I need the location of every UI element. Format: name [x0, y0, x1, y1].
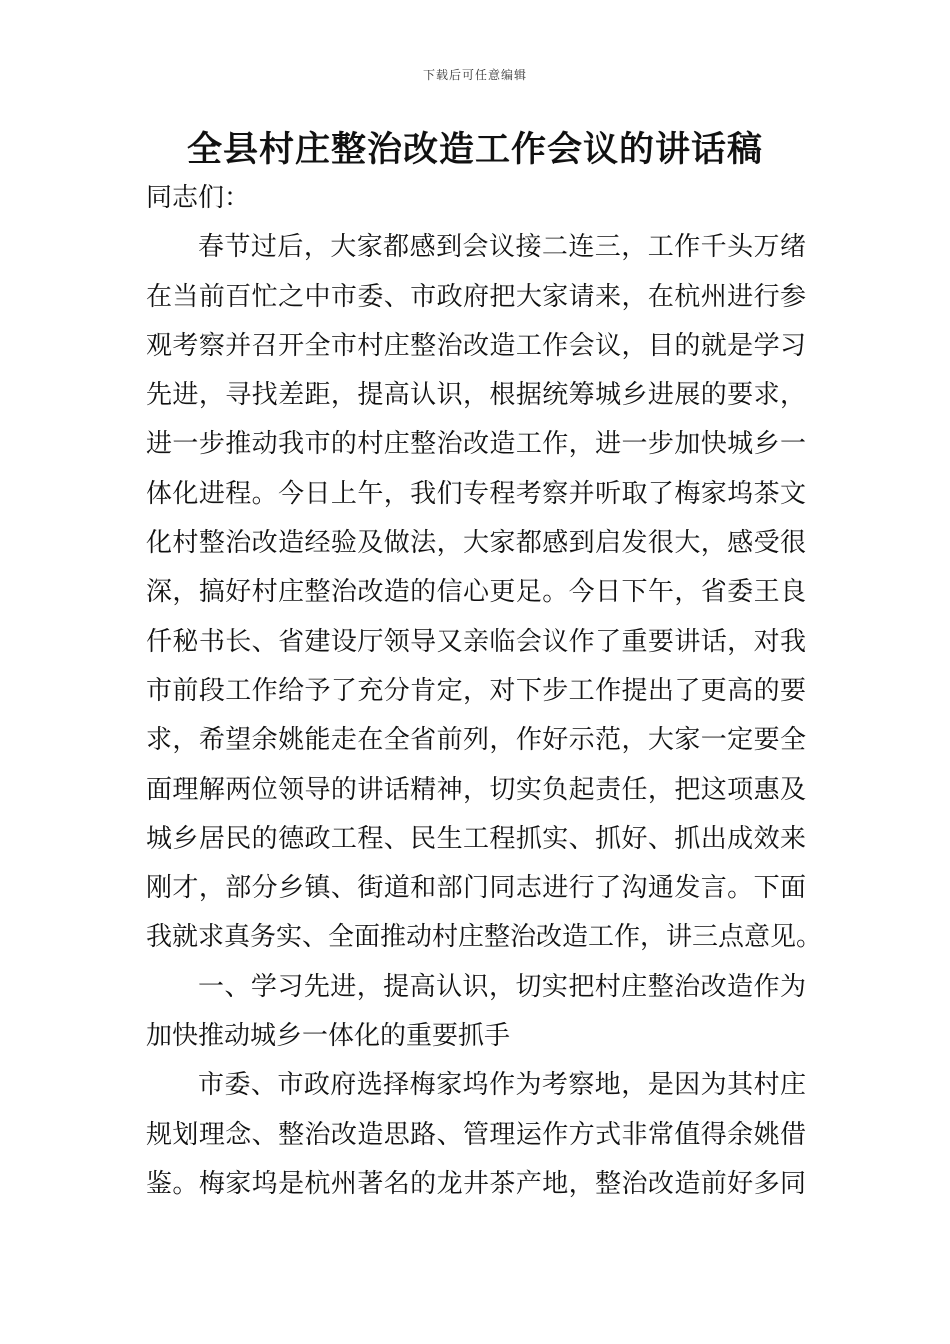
text-line: 先进，寻找差距，提高认识，根据统筹城乡进展的要求， — [146, 380, 806, 411]
text-line: 刚才，部分乡镇、街道和部门同志进行了沟通发言。下面 — [146, 873, 806, 904]
text-line: 市前段工作给予了充分肯定，对下步工作提出了更高的要 — [146, 675, 806, 706]
text-line: 在当前百忙之中市委、市政府把大家请来，在杭州进行参 — [146, 281, 806, 312]
text-line: 进一步推动我市的村庄整治改造工作，进一步加快城乡一 — [146, 429, 806, 460]
text-line: 化村整治改造经验及做法，大家都感到启发很大，感受很 — [146, 528, 806, 559]
text-line: 同志们： — [146, 183, 251, 213]
document-title: 全县村庄整治改造工作会议的讲话稿 — [186, 130, 763, 170]
text-line: 求，希望余姚能走在全省前列，作好示范，大家一定要全 — [146, 725, 806, 756]
document-body — [146, 174, 823, 1209]
text-line: 仟秘书长、省建设厅领导又亲临会议作了重要讲话，对我 — [146, 626, 806, 657]
text-line: 加快推动城乡一体化的重要抓手 — [146, 1021, 511, 1052]
header-note: 下载后可任意编辑 — [422, 68, 527, 82]
text-line: 市委、市政府选择梅家坞作为考察地，是因为其村庄 — [198, 1070, 806, 1101]
text-line: 一、学习先进，提高认识，切实把村庄整治改造作为 — [198, 971, 806, 1002]
text-line: 观考察并召开全市村庄整治改造工作会议，目的就是学习 — [146, 330, 806, 361]
text-line: 体化进程。今日上午，我们专程考察并听取了梅家坞茶文 — [146, 478, 806, 509]
text-line: 面理解两位领导的讲话精神，切实负起责任，把这项惠及 — [146, 774, 806, 805]
text-line: 深，搞好村庄整治改造的信心更足。今日下午，省委王良 — [146, 577, 806, 608]
text-line: 我就求真务实、全面推动村庄整治改造工作，讲三点意见。 — [146, 922, 823, 953]
text-line: 春节过后，大家都感到会议接二连三，工作千头万绪 — [198, 232, 806, 263]
text-line: 规划理念、整治改造思路、管理运作方式非常值得余姚借 — [146, 1119, 806, 1150]
text-line: 城乡居民的德政工程、民生工程抓实、抓好、抓出成效来 — [146, 823, 806, 854]
text-line: 鉴。梅家坞是杭州著名的龙井茶产地，整治改造前好多同 — [146, 1168, 806, 1199]
